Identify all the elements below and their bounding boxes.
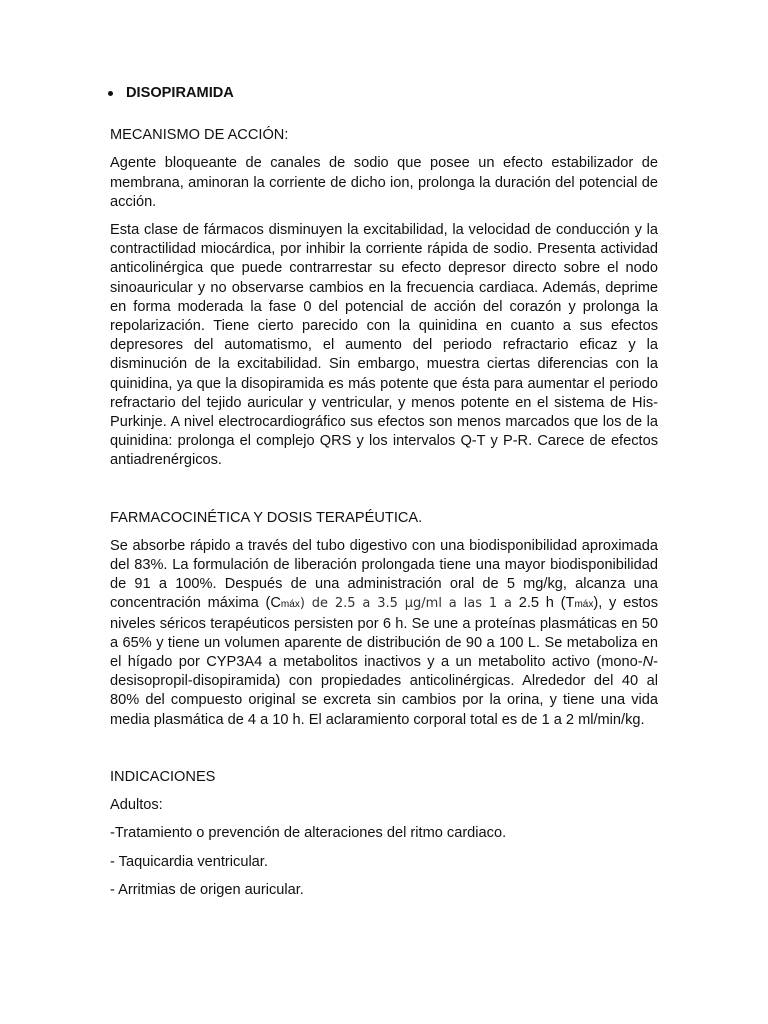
pk-tmax-subscript: máx	[574, 599, 594, 611]
pk-text-e: -desisopropil-disopiramida) con propiedades anticolinérgicas. Alrededor del 40 al 80% del compuesto original se excreta sin cambios por la orina, y tiene una vida media plasmática de 4 a 10 h. El aclaramiento corporal total es de 1 a 2 ml/min/kg.	[110, 654, 658, 728]
indication-item: - Arritmias de origen auricular.	[110, 881, 304, 898]
indication-item: - Taquicardia ventricular.	[110, 853, 268, 870]
drug-title-text: DISOPIRAMIDA	[126, 85, 234, 101]
indication-item: -Tratamiento o prevención de alteraciones del ritmo cardiaco.	[110, 825, 507, 842]
pk-italic-n: N	[642, 654, 654, 671]
indications-heading: INDICACIONES	[110, 768, 216, 785]
mechanism-paragraph-1: Agente bloqueante de canales de sodio que posee un efecto estabilizador de membrana, aminoran la corriente de dicho ion, prolonga la duración del potencial de acción.	[110, 155, 658, 210]
bullet-icon	[108, 91, 113, 96]
document-page	[110, 84, 658, 909]
mechanism-heading: MECANISMO DE ACCIÓN:	[110, 127, 289, 144]
pk-text-d: ), y estos niveles séricos terapéuticos persisten por 6 h. Se une a proteínas plasmáticas en 50 a 65% y tiene un volumen aparente de distribución de 90 a 100 L. Se metaboliza en el hígado por CYP3A4 a metabolitos inactivos y a un metabolito activo (mono-	[110, 595, 659, 671]
pk-text-c: 2.5 h (T	[511, 595, 575, 612]
indications-subheading: Adultos:	[110, 797, 163, 814]
pk-text-b: ) de 2.5 a 3.5 μg/ml a las 1 a	[299, 596, 512, 612]
pk-text-a: Se absorbe rápido a través del tubo digestivo con una biodisponibilidad aproximada del 83%. La formulación de liberación prolongada tiene una mayor biodisponibilidad de 91 a 100%. Después de una administración oral de 5 mg/kg, alcanza una concentración máxima (C	[110, 537, 658, 612]
pharmacokinetics-paragraph	[110, 537, 658, 730]
pharmacokinetics-heading: FARMACOCINÉTICA Y DOSIS TERAPÉUTICA.	[110, 509, 423, 526]
drug-title	[108, 84, 658, 103]
mechanism-paragraph-2: Esta clase de fármacos disminuyen la excitabilidad, la velocidad de conducción y la contractilidad miocárdica, por inhibir la corriente rápida de sodio. Presenta actividad anticolinérgica que puede contrarrestar su efecto depresor directo sobre el nodo sinoauricular y no observarse cambios en la frecuencia cardiaca. Además, deprime en forma moderada la fase 0 del potencial de acción del corazón y prolonga la repolarización. Tiene cierto parecido con la quinidina en cuanto a sus efectos depresores del automatismo, el aumento del periodo refractario eficaz y la disminución de la excitabilidad. Sin embargo, muestra ciertas diferencias con la quinidina, ya que la disopiramida es más potente que ésta para aumentar el periodo refractario del tejido auricular y ventricular, y menos potente en el sistema de His-Purkinje. A nivel electrocardiográfico sus efectos son menos marcados que los de la quinidina: prolonga el complejo QRS y los intervalos Q-T y P-R. Carece de efectos antiadrenérgicos.	[110, 222, 658, 469]
pk-cmax-subscript: máx	[280, 599, 300, 611]
